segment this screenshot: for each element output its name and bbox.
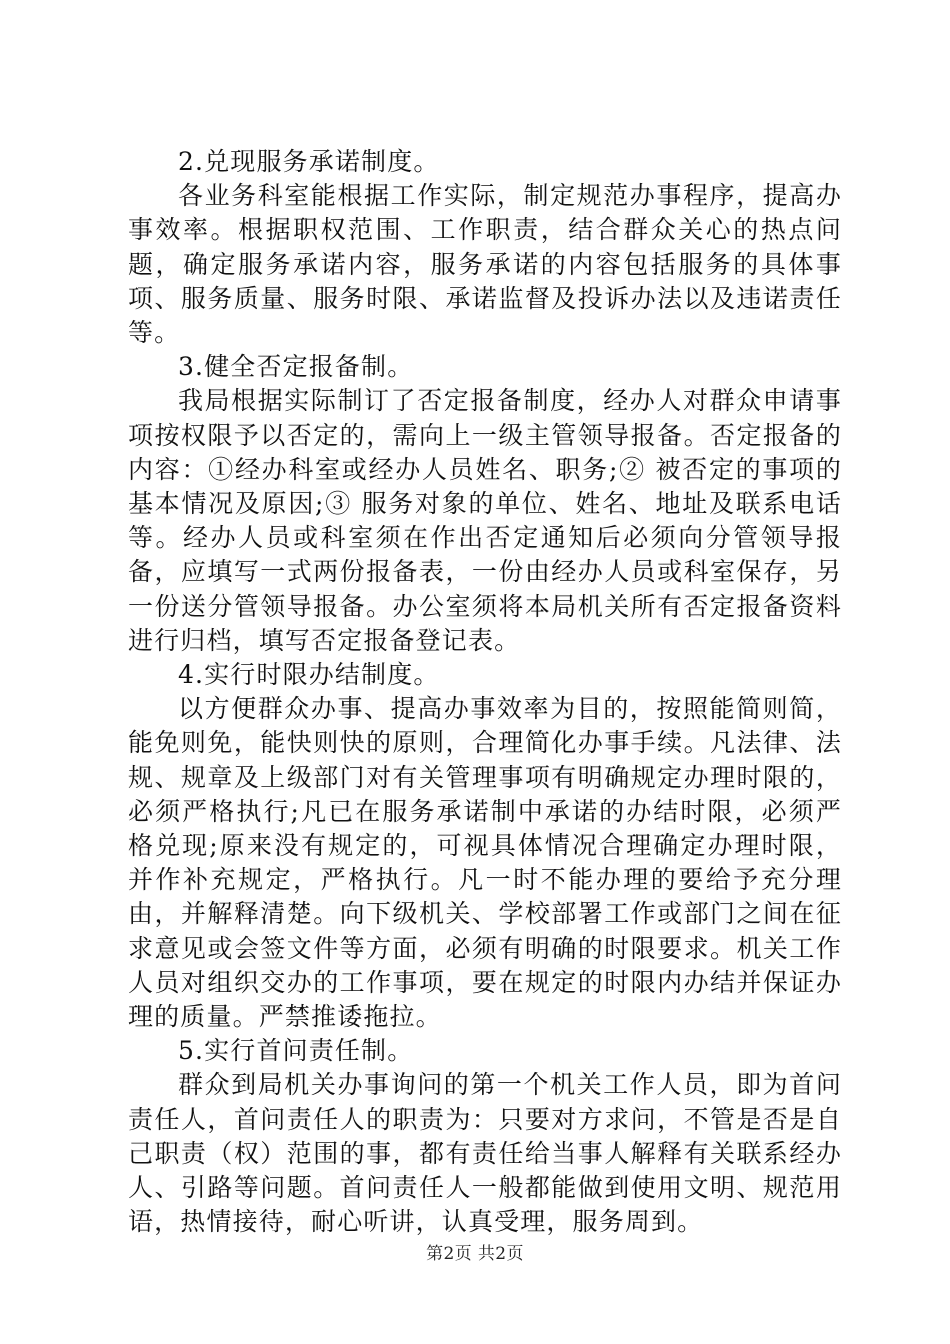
section-heading-3: 3.健全否定报备制。 — [178, 352, 414, 382]
section-body-3: 我局根据实际制订了否定报备制度，经办人对群众申请事项按权限予以否定的，需向上一级主管领导报备。否定报备的内容：①经办科室或经办人员姓名、职务;② 被否定的事项的基本情况及原因;③ 服务对象的单位、姓名、地址及联系电话等。经办人员或科室须在作出否定通知后必须向分管领导报备，应填写一式两份报备表，一份由经办人员或科室保存，另一份送分管领导报备。办公室须将本局机关所有否定报备资料进行归档，填写否定报备登记表。 — [128, 386, 842, 655]
page-footer: 第2页 共2页 — [426, 1244, 524, 1264]
document-body — [128, 145, 842, 1240]
section-heading-4: 4.实行时限办结制度。 — [178, 660, 440, 690]
section-body-4: 以方便群众办事、提高办事效率为目的，按照能简则简，能免则免，能快则快的原则，合理简化办事手续。凡法律、法规、规章及上级部门对有关管理事项有明确规定办理时限的，必须严格执行;凡已在服务承诺制中承诺的办结时限，必须严格兑现;原来没有规定的，可视具体情况合理确定办理时限，并作补充规定，严格执行。凡一时不能办理的要给予充分理由，并解释清楚。向下级机关、学校部署工作或部门之间在征求意见或会签文件等方面，必须有明确的时限要求。机关工作人员对组织交办的工作事项，要在规定的时限内办结并保证办理的质量。严禁推诿拖拉。 — [128, 694, 842, 1032]
section-heading-2: 2.兑现服务承诺制度。 — [178, 147, 440, 176]
section-heading-5: 5.实行首问责任制。 — [178, 1036, 414, 1066]
section-body-5: 群众到局机关办事询问的第一个机关工作人员，即为首问责任人，首问责任人的职责为：只要对方求问，不管是否是自己职责（权）范围的事，都有责任给当事人解释有关联系经办人、引路等问题。首问责任人一般都能做到使用文明、规范用语，热情接待，耐心听讲，认真受理，服务周到。 — [128, 1070, 842, 1237]
section-body-2: 各业务科室能根据工作实际，制定规范办事程序，提高办事效率。根据职权范围、工作职责，结合群众关心的热点问题，确定服务承诺内容，服务承诺的内容包括服务的具体事项、服务质量、服务时限、承诺监督及投诉办法以及违诺责任等。 — [128, 181, 842, 348]
